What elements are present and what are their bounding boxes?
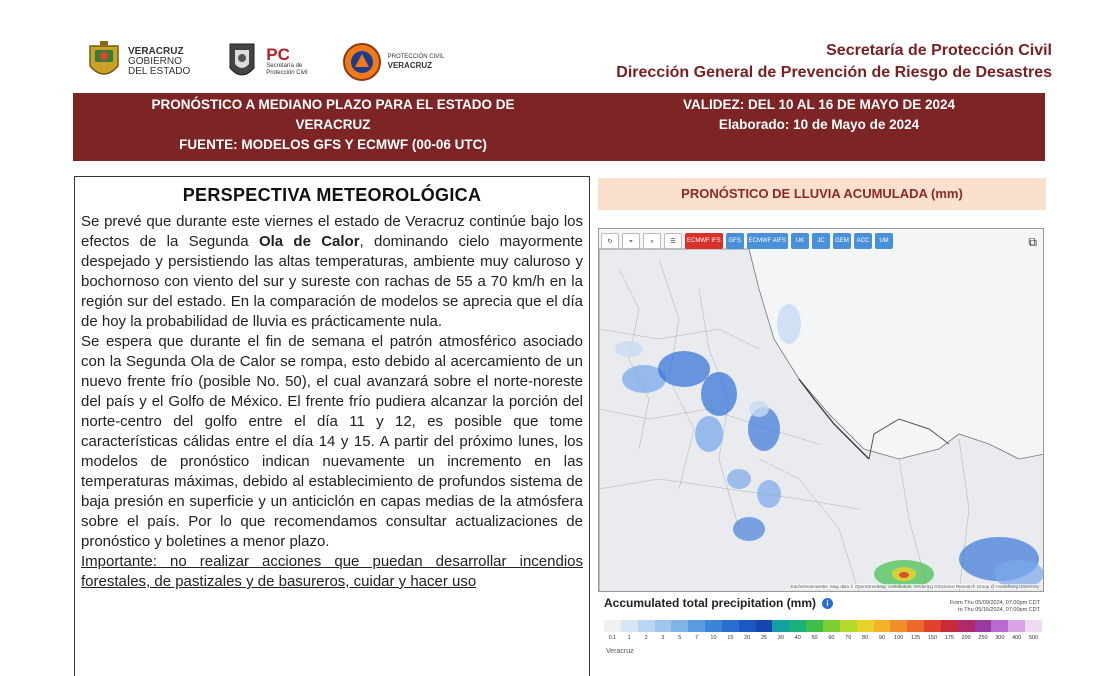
scale-tick-label: 200 xyxy=(961,635,971,641)
scale-swatch xyxy=(874,620,891,632)
scale-tick-label: 500 xyxy=(1028,635,1039,641)
scale-tick-label: 1 xyxy=(627,635,631,641)
veracruz-logo xyxy=(86,40,190,84)
scale-swatch xyxy=(907,620,924,632)
scale-swatch xyxy=(840,620,857,632)
legend-title: Accumulated total precipitation (mm) xyxy=(604,596,817,610)
civil-protection-emblem-icon xyxy=(342,42,382,82)
banner-left xyxy=(73,93,593,161)
range-to: to Thu 05/16/2024, 07:00pm CDT xyxy=(958,607,1040,613)
color-scale xyxy=(604,620,1042,632)
perspectiva-paragraph-1 xyxy=(81,212,583,332)
scale-swatch xyxy=(671,620,688,632)
header-titles xyxy=(616,40,1052,84)
scale-swatch xyxy=(655,620,672,632)
scale-swatch xyxy=(705,620,722,632)
pc-logo xyxy=(224,40,307,84)
scale-tick-label: 80 xyxy=(862,635,869,641)
logo1-line1: VERACRUZ xyxy=(128,46,184,57)
scale-swatch xyxy=(924,620,941,632)
reload-icon[interactable]: ↻ xyxy=(601,233,619,249)
p1-bold: Ola de Calor xyxy=(258,233,360,250)
banner-title-line2: VERACRUZ xyxy=(295,117,371,132)
scale-tick-label: 15 xyxy=(727,635,734,641)
pc-logo-line2: Protección Civil xyxy=(266,70,308,76)
scale-tick-label: 40 xyxy=(794,635,801,641)
p1-text-b: , dominando cielo mayormente despejado y persistiendo las altas temperaturas, ambiente muy caluroso y bochornoso con viento del sur y sureste con rachas de 55 a 70 km/h en la región sur del estado. En la comparación de modelos se aprecia que el día de hoy la probabilidad de lluvia es prácticamente nula. xyxy=(81,233,584,330)
scale-tick-label: 250 xyxy=(978,635,988,641)
scale-tick-label: 0.1 xyxy=(608,635,617,641)
header-logos xyxy=(86,38,444,86)
scale-swatch xyxy=(941,620,958,632)
model-button-acc[interactable]: ACC xyxy=(854,233,872,249)
scale-swatch xyxy=(638,620,655,632)
scale-swatch xyxy=(823,620,840,632)
share-icon[interactable]: ⧉ xyxy=(1028,235,1037,249)
region-label: Veracruz xyxy=(606,648,634,655)
perspectiva-title: PERSPECTIVA METEOROLÓGICA xyxy=(182,185,482,205)
scale-tick-label: 7 xyxy=(695,635,699,641)
scale-tick-label: 400 xyxy=(1012,635,1022,641)
location-icon[interactable]: ⌖ xyxy=(622,233,640,249)
banner-source: FUENTE: MODELOS GFS Y ECMWF (00-06 UTC) xyxy=(179,137,487,152)
scale-tick-label: 150 xyxy=(927,635,938,641)
scale-swatch xyxy=(772,620,789,632)
scale-tick-label: 175 xyxy=(944,635,954,641)
model-button-um[interactable]: UM xyxy=(875,233,893,249)
logo3-line1: PROTECCIÓN CIVIL xyxy=(387,54,445,60)
scale-swatch xyxy=(789,620,806,632)
range-from: From Thu 05/09/2024, 07:00pm CDT xyxy=(949,600,1040,606)
model-button-uk[interactable]: UK xyxy=(791,233,809,249)
p1-text-a: Se prevé que durante este viernes el estado de Veracruz continúe bajo los efectos de la Segunda xyxy=(81,213,583,250)
zoom-icon[interactable]: ⌕ xyxy=(643,233,661,249)
scale-swatch xyxy=(621,620,638,632)
scale-swatch xyxy=(890,620,907,632)
scale-tick-label: 100 xyxy=(894,635,904,641)
model-button-jc[interactable]: JC xyxy=(812,233,830,249)
logo1-line3: DEL ESTADO xyxy=(128,66,191,77)
scale-tick-label: 300 xyxy=(995,635,1005,641)
banner-right xyxy=(593,93,1045,161)
rain-forecast-heading: PRONÓSTICO DE LLUVIA ACUMULADA (mm) xyxy=(598,178,1046,210)
scale-swatch xyxy=(1025,620,1042,632)
scale-swatch xyxy=(688,620,705,632)
model-button-ecmwf-ifs[interactable]: ECMWF IFS xyxy=(685,233,723,249)
veracruz-crest-icon xyxy=(86,40,122,84)
perspectiva-paragraph-2: Se espera que durante el fin de semana el patrón atmosférico asociado con la Segunda Ola de Calor se rompa, esto debido al acercamiento de un nuevo frente frío (posible No. 50), el cual avanzará sobre el norte-noreste del país y el Golfo de México. El frente frío pudiera alcanzar la porción del norte-centro del golfo entre el día 11 y 12, es posible que tome características cálidas entre el día 14 y 15. A partir del próximo lunes, los modelos de pronóstico indican nuevamente un incremento en las temperaturas máximas, debido al establecimiento de profundos sistema de baja presión en superficie y un anticiclón en capas medias de la atmósfera sobre el país. Por lo que recomendamos consultar actualizaciones de pronóstico y boletines a menor plazo. xyxy=(81,333,583,550)
logo1-line2: GOBIERNO xyxy=(128,56,182,67)
importante-note: Importante: no realizar acciones que puedan desarrollar incendios forestales, de pastizales y de basureros, cuidar y hacer uso xyxy=(81,553,583,590)
map-canvas xyxy=(599,229,1044,592)
logo3-line2: VERACRUZ xyxy=(387,61,433,70)
scale-tick-label: 5 xyxy=(678,635,682,641)
pc-logo-letters: PC xyxy=(266,45,290,64)
direccion-title: Dirección General de Prevención de Riesgo de Desastres xyxy=(616,64,1052,81)
menu-icon[interactable]: ☰ xyxy=(664,233,682,249)
scale-tick-label: 20 xyxy=(744,635,751,641)
banner-validity: VALIDEZ: DEL 10 AL 16 DE MAYO DE 2024 xyxy=(682,97,956,112)
scale-tick-label: 3 xyxy=(661,635,665,641)
scale-tick-label: 60 xyxy=(828,635,835,641)
scale-tick-label: 25 xyxy=(760,635,768,641)
scale-swatch xyxy=(604,620,621,632)
info-icon[interactable]: i xyxy=(822,598,833,609)
precipitation-legend xyxy=(604,596,1050,676)
scale-tick-label: 50 xyxy=(811,635,818,641)
scale-swatch xyxy=(1008,620,1025,632)
secretaria-title: Secretaría de Protección Civil xyxy=(826,42,1052,59)
scale-swatch xyxy=(857,620,874,632)
scale-tick-label: 70 xyxy=(845,635,852,641)
scale-swatch xyxy=(975,620,992,632)
scale-tick-label: 90 xyxy=(878,635,885,641)
map-toolbar xyxy=(599,233,893,249)
perspectiva-panel xyxy=(74,176,590,676)
pc-shield-icon xyxy=(224,40,260,84)
scale-swatch xyxy=(756,620,773,632)
model-button-gem[interactable]: GEM xyxy=(833,233,851,249)
precipitation-map[interactable] xyxy=(598,228,1044,592)
legend-time-range xyxy=(950,600,1040,614)
model-button-gfs[interactable]: GFS xyxy=(726,233,744,249)
scale-tick-label: 10 xyxy=(710,635,717,641)
scale-swatch xyxy=(739,620,756,632)
banner-title-line1: PRONÓSTICO A MEDIANO PLAZO PARA EL ESTADO DE xyxy=(151,97,515,112)
model-button-ecmwf-aifs[interactable]: ECMWF AIFS xyxy=(747,233,788,249)
scale-tick-label: 125 xyxy=(911,635,921,641)
scale-tick-label: 30 xyxy=(777,635,784,641)
proteccion-civil-veracruz-logo xyxy=(342,42,445,82)
scale-swatch xyxy=(958,620,975,632)
scale-tick-label: 2 xyxy=(644,635,648,641)
map-attribution: Kachelmannwetter. Map data © OpenStreetMap contributors, rendering GIScience Research Group @ Heidelberg University xyxy=(790,584,1039,589)
forecast-banner xyxy=(73,93,1045,161)
scale-ticks xyxy=(604,635,1042,641)
scale-swatch xyxy=(991,620,1008,632)
banner-elaborated: Elaborado: 10 de Mayo de 2024 xyxy=(718,117,920,132)
pc-logo-line1: Secretaría de xyxy=(266,63,303,69)
scale-swatch xyxy=(806,620,823,632)
scale-swatch xyxy=(722,620,739,632)
